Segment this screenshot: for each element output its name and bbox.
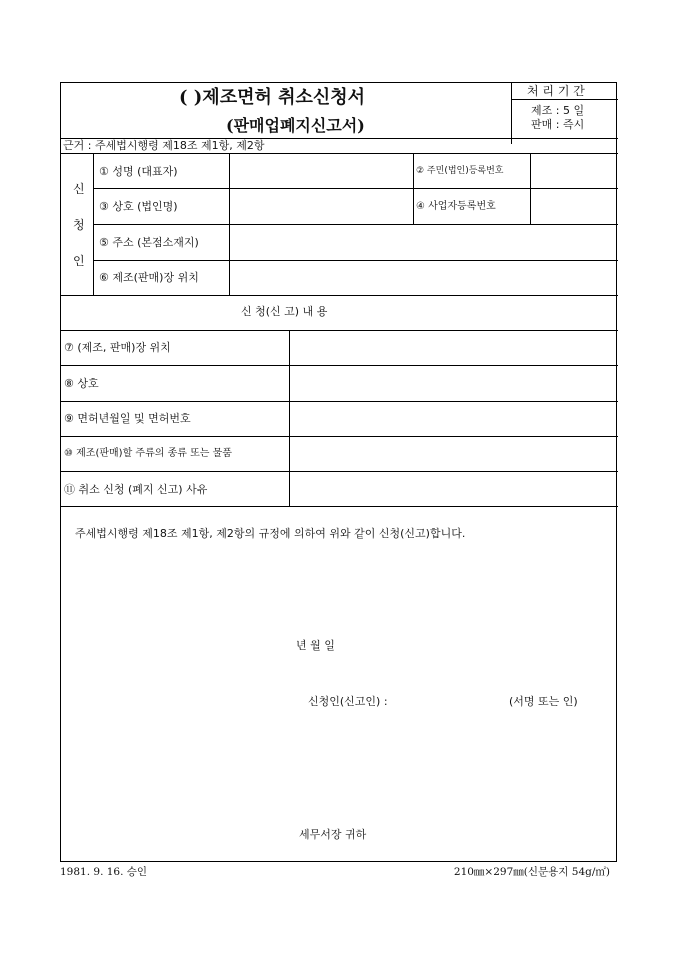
paper-spec: 210㎜×297㎜(신문용지 54g/㎡) xyxy=(453,866,610,878)
plant-location-label: ⑥ 제조(판매)장 위치 xyxy=(99,271,199,284)
applicant-side-label-1: 신 xyxy=(73,182,85,196)
legal-basis: 근거 : 주세법시행령 제18조 제1항, 제2항 xyxy=(63,139,265,152)
addressee: 세무서장 귀하 xyxy=(299,828,367,841)
trade-name-content-field[interactable] xyxy=(290,366,617,400)
name-label: ① 성명 (대표자) xyxy=(99,165,178,178)
approval-note: 1981. 9. 16. 승인 xyxy=(60,866,148,878)
resident-no-label: ② 주민(법인)등록번호 xyxy=(416,166,504,176)
form-title: ( )제조면허 취소신청서 xyxy=(179,87,366,108)
content-row-label: ⑪ 취소 신청 (폐지 신고) 사유 xyxy=(64,483,208,496)
trade-name-label: ③ 상호 (법인명) xyxy=(99,200,178,213)
address-field[interactable] xyxy=(230,225,617,259)
form-subtitle: (판매업폐지신고서) xyxy=(226,116,365,135)
content-section-header: 신 청(신 고) 내 용 xyxy=(241,305,328,318)
content-row-label: ⑩ 제조(판매)할 주류의 종류 또는 물품 xyxy=(64,448,232,459)
content-row-label: ⑨ 면허년월일 및 면허번호 xyxy=(64,412,191,425)
applicant-side-label-2: 청 xyxy=(73,218,85,232)
application-form xyxy=(60,82,617,862)
declaration-statement: 주세법시행령 제18조 제1항, 제2항의 규정에 의하여 위와 같이 신청(신고)합니다. xyxy=(75,527,466,540)
declaration-date: 년 월 일 xyxy=(296,639,335,652)
applicant-signature-label: 신청인(신고인) : xyxy=(308,695,388,708)
address-label: ⑤ 주소 (본점소재지) xyxy=(99,236,199,249)
license-date-number-field[interactable] xyxy=(290,402,617,435)
sign-or-seal-label: (서명 또는 인) xyxy=(509,695,578,708)
processing-period-sales: 판매 : 즉시 xyxy=(531,118,585,131)
plant-location-content-field[interactable] xyxy=(290,331,617,364)
name-field[interactable] xyxy=(230,154,412,187)
business-no-label: ④ 사업자등록번호 xyxy=(416,201,496,212)
content-row-label: ⑦ (제조, 판매)장 위치 xyxy=(64,341,171,354)
trade-name-field[interactable] xyxy=(230,189,412,223)
content-row-label: ⑧ 상호 xyxy=(64,377,99,390)
applicant-signature-field[interactable] xyxy=(406,691,501,709)
processing-period-label: 처 리 기 간 xyxy=(527,84,585,98)
cancellation-reason-field[interactable] xyxy=(290,472,617,505)
processing-period-manufacture: 제조 : 5 일 xyxy=(531,104,585,117)
plant-location-field[interactable] xyxy=(230,261,617,294)
applicant-side-label-3: 인 xyxy=(73,254,85,268)
liquor-type-field[interactable] xyxy=(290,437,617,470)
resident-no-field[interactable] xyxy=(531,154,617,187)
business-no-field[interactable] xyxy=(531,189,617,223)
